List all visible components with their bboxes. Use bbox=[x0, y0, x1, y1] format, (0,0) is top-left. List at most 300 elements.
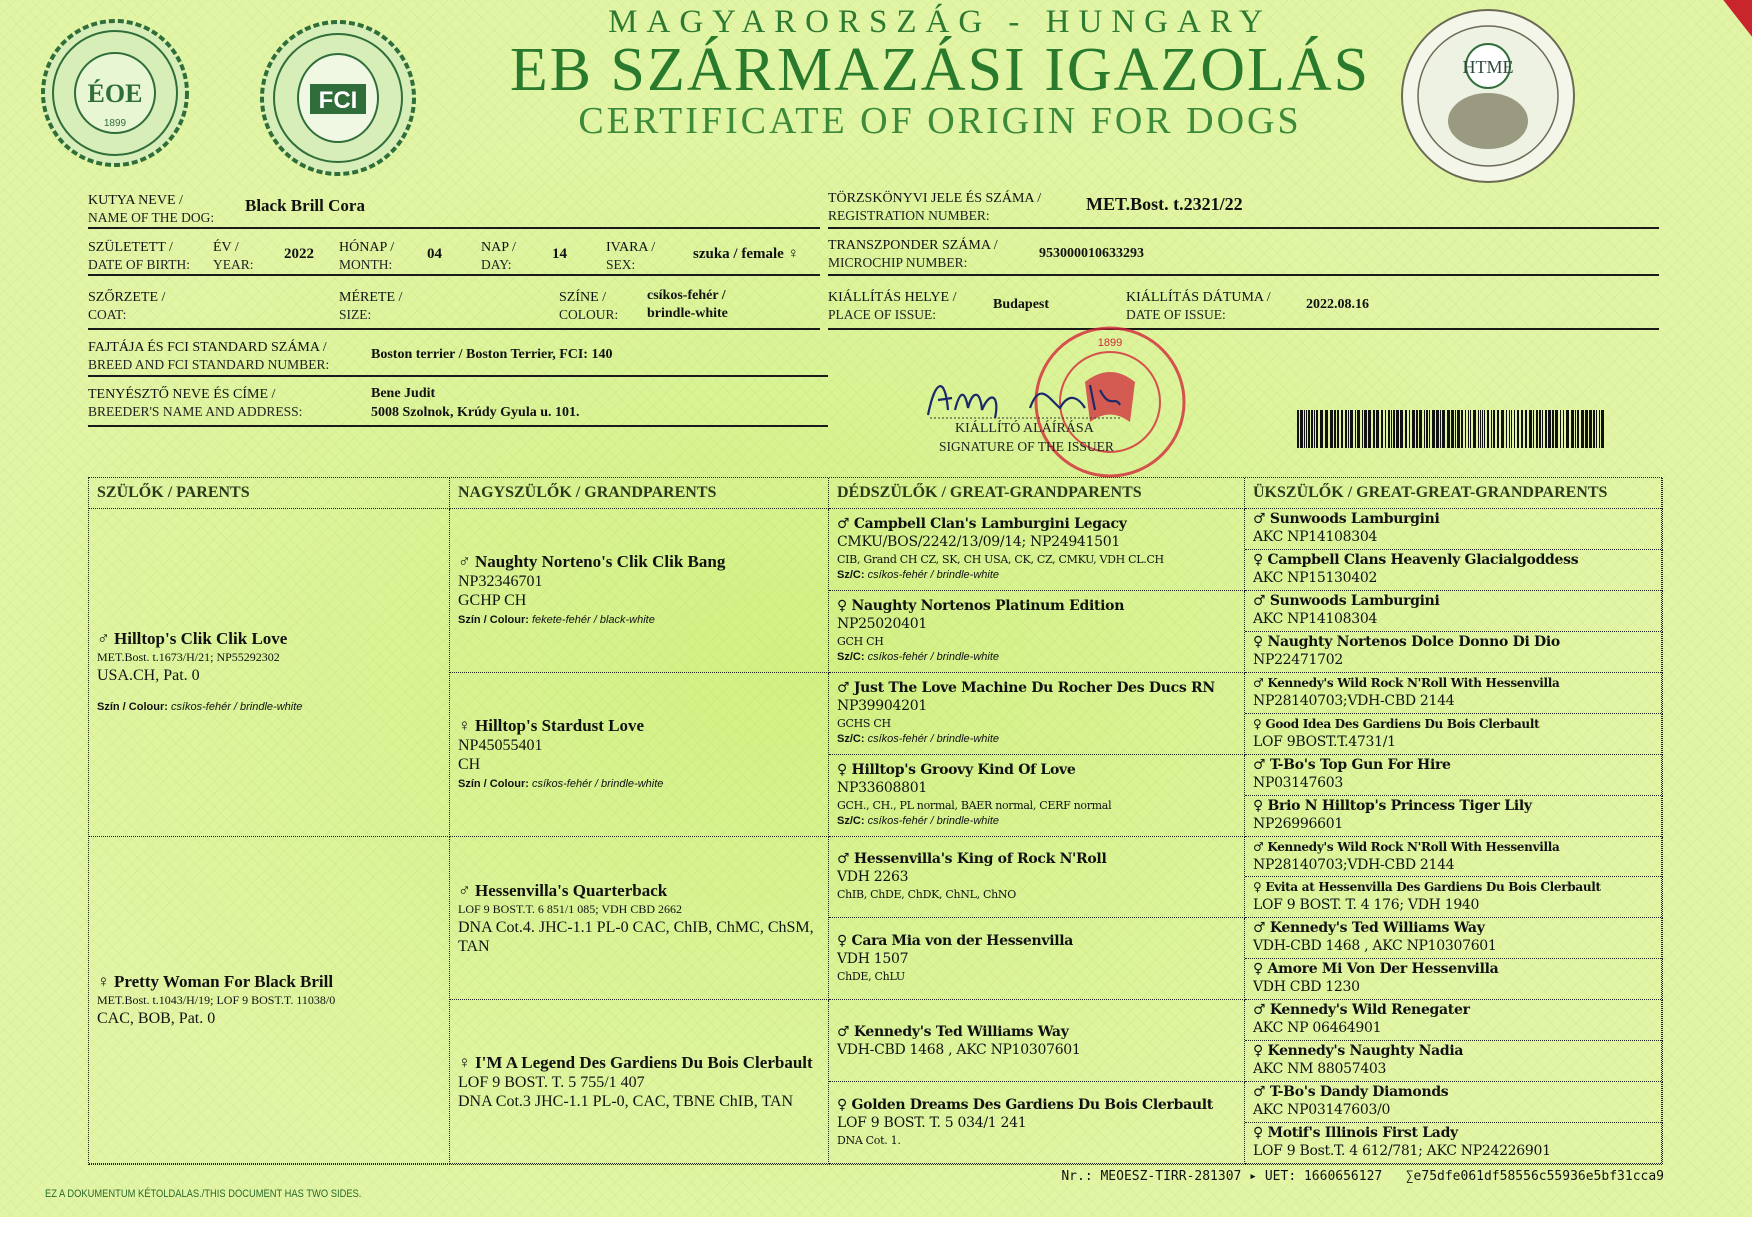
titles: DNA Cot.3 JHC-1.1 PL-0, CAC, TBNE ChIB, TAN bbox=[458, 1093, 794, 1111]
registration-number: NP25020401 bbox=[837, 616, 927, 633]
dog-name-text: Motif's Illinois First Lady bbox=[1267, 1125, 1458, 1142]
barcode-bar bbox=[1393, 410, 1395, 448]
titles: ChDE, ChLU bbox=[837, 970, 905, 984]
registration-number: NP32346701 bbox=[458, 573, 543, 591]
barcode-bar bbox=[1529, 410, 1532, 448]
dog-name-text: Kennedy's Naughty Nadia bbox=[1267, 1043, 1464, 1060]
pedigree-entry bbox=[829, 918, 1245, 1000]
dog-name bbox=[1253, 592, 1654, 610]
barcode-bar bbox=[1316, 410, 1318, 448]
female-icon: ♀ bbox=[1253, 633, 1263, 650]
barcode-bar bbox=[1311, 410, 1313, 448]
day-value: 14 bbox=[552, 246, 567, 262]
dog-name-text: Kennedy's Wild Rock N'Roll With Hessenvilla bbox=[1267, 675, 1560, 690]
dog-name-text: Kennedy's Ted Williams Way bbox=[1269, 920, 1485, 937]
registration-note: MET.Bost. t.1673/H/21; NP55292302 bbox=[97, 650, 280, 665]
registration-value: MET.Bost. t.2321/22 bbox=[1086, 194, 1243, 214]
pedigree-table bbox=[88, 477, 1662, 1165]
female-icon: ♀ bbox=[458, 716, 471, 736]
registration-number: NP45055401 bbox=[458, 737, 543, 755]
dog-name-text: Hilltop's Groovy Kind Of Love bbox=[851, 762, 1076, 779]
barcode-bar bbox=[1560, 410, 1561, 448]
registration-note: LOF 9 BOST.T. 6 851/1 085; VDH CBD 2662 bbox=[458, 901, 683, 916]
month-value: 04 bbox=[427, 246, 442, 262]
pedigree-entry bbox=[89, 509, 450, 837]
barcode-bar bbox=[1566, 410, 1569, 448]
barcode-bar bbox=[1416, 410, 1418, 448]
barcode-bar bbox=[1455, 410, 1456, 448]
barcode-bar bbox=[1478, 410, 1479, 448]
dog-name bbox=[1253, 1001, 1654, 1019]
barcode-bar bbox=[1601, 410, 1604, 448]
barcode-bar bbox=[1473, 410, 1476, 448]
dog-name bbox=[1253, 878, 1654, 896]
pedigree-entry bbox=[829, 673, 1245, 755]
pedigree-entry bbox=[450, 1000, 829, 1164]
barcode-bar bbox=[1525, 410, 1527, 448]
pedigree-entry bbox=[450, 673, 829, 837]
divider bbox=[88, 328, 820, 330]
male-icon: ♂ bbox=[458, 552, 471, 572]
dog-name-text: Naughty Nortenos Platinum Edition bbox=[851, 598, 1125, 615]
female-icon: ♀ bbox=[97, 972, 110, 992]
colour-line bbox=[837, 732, 1236, 747]
colour-value: fekete-fehér / black-white bbox=[531, 614, 655, 627]
divider bbox=[828, 274, 1659, 276]
pedigree-entry bbox=[1245, 1041, 1663, 1082]
registration-number: AKC NP15130402 bbox=[1253, 569, 1378, 586]
dog-name-text: Sunwoods Lamburgini bbox=[1269, 511, 1440, 527]
registration-number: VDH 2263 bbox=[837, 869, 909, 886]
barcode-bar bbox=[1348, 410, 1349, 448]
barcode-bar bbox=[1465, 410, 1466, 448]
pedigree-entry bbox=[1245, 1123, 1663, 1164]
divider bbox=[828, 227, 1659, 229]
dog-name bbox=[837, 932, 1236, 950]
barcode-bar bbox=[1506, 410, 1507, 448]
dog-name-text: Kennedy's Wild Rock N'Roll With Hessenvilla bbox=[1267, 839, 1560, 854]
barcode-bar bbox=[1468, 410, 1469, 448]
barcode-bar bbox=[1536, 410, 1538, 448]
dog-name bbox=[458, 551, 820, 572]
barcode-bar bbox=[1563, 410, 1564, 448]
pedigree-entry bbox=[1245, 509, 1663, 550]
dog-name bbox=[837, 679, 1236, 697]
signature-icon bbox=[920, 370, 1180, 422]
signature-label-hu: KIÁLLÍTÓ ALÁÍRÁSA bbox=[955, 421, 1094, 436]
pedigree-entry bbox=[1245, 877, 1663, 918]
birth-label: SZÜLETETT / DATE OF BIRTH: bbox=[88, 240, 190, 272]
dog-name-text: Kennedy's Ted Williams Way bbox=[853, 1023, 1069, 1040]
place-label: KIÁLLÍTÁS HELYE / PLACE OF ISSUE: bbox=[828, 290, 957, 322]
dog-name bbox=[1253, 1083, 1654, 1101]
barcode-bar bbox=[1400, 410, 1403, 448]
barcode-bar bbox=[1593, 410, 1595, 448]
barcode-bar bbox=[1442, 410, 1445, 448]
colour-value: csíkos-fehér / brindle-white bbox=[867, 733, 1000, 746]
titles: DNA Cot. 1. bbox=[837, 1134, 901, 1148]
svg-text:ÉOE: ÉOE bbox=[87, 79, 143, 108]
registration-number: NP26996601 bbox=[1253, 815, 1343, 832]
dog-name-text: Kennedy's Wild Renegater bbox=[1269, 1002, 1470, 1019]
dog-name bbox=[1253, 756, 1654, 774]
dog-name bbox=[1253, 633, 1654, 651]
titles: USA.CH, Pat. 0 bbox=[97, 667, 200, 685]
male-icon: ♂ bbox=[837, 680, 850, 697]
barcode-bar bbox=[1350, 410, 1353, 448]
barcode-bar bbox=[1429, 410, 1430, 448]
certificate-title-en: CERTIFICATE OF ORIGIN FOR DOGS bbox=[578, 100, 1302, 142]
barcode-bar bbox=[1484, 410, 1485, 448]
dog-name-text: Just The Love Machine Du Rocher Des Ducs RN bbox=[853, 680, 1215, 697]
dog-name-text: Evita at Hessenvilla Des Gardiens Du Bois Clerbault bbox=[1265, 880, 1601, 895]
pedigree-entry bbox=[829, 591, 1245, 673]
date-value: 2022.08.16 bbox=[1306, 297, 1369, 312]
male-icon: ♂ bbox=[97, 629, 110, 649]
barcode-bar bbox=[1517, 410, 1519, 448]
pedigree-entry bbox=[1245, 1000, 1663, 1041]
registration-label: TÖRZSKÖNYVI JELE ÉS SZÁMA / REGISTRATION NUMBER: bbox=[828, 191, 1042, 223]
barcode-bar bbox=[1514, 410, 1515, 448]
barcode-bar bbox=[1419, 410, 1422, 448]
registration-number: NP28140703;VDH-CBD 2144 bbox=[1253, 692, 1455, 709]
barcode-bar bbox=[1501, 410, 1504, 448]
barcode-bar bbox=[1555, 410, 1558, 448]
dog-name bbox=[458, 880, 820, 901]
female-icon: ♀ bbox=[837, 1097, 847, 1114]
titles: GCHS CH bbox=[837, 717, 891, 731]
male-icon: ♂ bbox=[1253, 1084, 1266, 1101]
barcode-bar bbox=[1300, 410, 1303, 448]
barcode-bar bbox=[1581, 410, 1584, 448]
dog-name bbox=[837, 761, 1236, 779]
dog-name bbox=[1253, 715, 1654, 733]
barcode-bar bbox=[1341, 410, 1343, 448]
pedigree-entry bbox=[1245, 591, 1663, 632]
barcode-bar bbox=[1364, 410, 1367, 448]
divider bbox=[88, 375, 828, 377]
barcode-bar bbox=[1304, 410, 1305, 448]
signature-label-en: SIGNATURE OF THE ISSUER bbox=[939, 439, 1114, 454]
dog-name-text: Cara Mia von der Hessenvilla bbox=[851, 933, 1074, 950]
registration-number: LOF 9BOST.T.4731/1 bbox=[1253, 733, 1396, 750]
sex-label: IVARA / SEX: bbox=[606, 240, 656, 272]
colour-label: Szín / Colour: bbox=[97, 701, 168, 714]
barcode-bar bbox=[1396, 410, 1399, 448]
barcode-bar bbox=[1589, 410, 1592, 448]
dog-name-text: Hessenvilla's King of Rock N'Roll bbox=[853, 851, 1107, 868]
two-sides-notice: EZ A DOKUMENTUM KÉTOLDALAS./THIS DOCUMENT HAS TWO SIDES. bbox=[45, 1188, 362, 1200]
female-icon: ♀ bbox=[1253, 1125, 1263, 1142]
barcode-bar bbox=[1412, 410, 1415, 448]
dog-name-text: Naughty Nortenos Dolce Donno Di Dio bbox=[1267, 633, 1560, 650]
barcode-bar bbox=[1447, 410, 1450, 448]
barcode-bar bbox=[1409, 410, 1410, 448]
divider bbox=[88, 274, 820, 276]
barcode-bar bbox=[1424, 410, 1425, 448]
pedigree-entry bbox=[1245, 918, 1663, 959]
colour-line bbox=[458, 612, 820, 629]
female-icon: ♀ bbox=[1253, 716, 1262, 731]
colour-label: Sz/C: bbox=[837, 569, 865, 582]
dog-name bbox=[837, 850, 1236, 868]
colour-line bbox=[837, 650, 1236, 665]
column-header: SZÜLŐK / PARENTS bbox=[89, 478, 450, 509]
pedigree-entry bbox=[1245, 673, 1663, 714]
barcode-bar bbox=[1330, 410, 1333, 448]
registration-number: NP33608801 bbox=[837, 780, 927, 797]
registration-number: AKC NP14108304 bbox=[1253, 529, 1378, 545]
pedigree-entry bbox=[1245, 837, 1663, 878]
titles: DNA Cot.4. JHC-1.1 PL-0 CAC, ChIB, ChMC, ChSM, TAN bbox=[458, 918, 814, 955]
pedigree-entry bbox=[1245, 632, 1663, 673]
barcode-bar bbox=[1325, 410, 1328, 448]
colour-label: Sz/C: bbox=[837, 815, 865, 828]
barcode-bar bbox=[1388, 410, 1390, 448]
colour-label: Sz/C: bbox=[837, 733, 865, 746]
colour-value: csíkos-fehér / brindle-white bbox=[531, 778, 664, 791]
dog-name-text: T-Bo's Dandy Diamonds bbox=[1269, 1084, 1449, 1101]
barcode-bar bbox=[1451, 410, 1454, 448]
pedigree-entry bbox=[1245, 796, 1663, 837]
colour-line bbox=[458, 776, 820, 793]
dog-name-text: Good Idea Des Gardiens Du Bois Clerbault bbox=[1265, 716, 1540, 731]
titles: GCHP CH bbox=[458, 592, 527, 610]
pedigree-entry bbox=[829, 755, 1245, 837]
male-icon: ♂ bbox=[1253, 920, 1266, 937]
barcode-bar bbox=[1373, 410, 1375, 448]
barcode-bar bbox=[1405, 410, 1407, 448]
pedigree-entry bbox=[89, 837, 450, 1165]
barcode-bar bbox=[1457, 410, 1460, 448]
barcode-bar bbox=[1575, 410, 1576, 448]
female-icon: ♀ bbox=[837, 762, 847, 779]
male-icon: ♂ bbox=[1253, 511, 1266, 527]
barcode-bar bbox=[1521, 410, 1523, 448]
pedigree-entry bbox=[829, 1082, 1245, 1164]
column-header: NAGYSZÜLŐK / GRANDPARENTS bbox=[450, 478, 829, 509]
dog-name bbox=[97, 628, 441, 649]
dog-name bbox=[458, 715, 820, 736]
barcode-bar bbox=[1308, 410, 1310, 448]
pedigree-entry bbox=[1245, 550, 1663, 591]
barcode-bar bbox=[1461, 410, 1463, 448]
male-icon: ♂ bbox=[837, 1023, 850, 1040]
day-label: NAP / DAY: bbox=[481, 240, 516, 272]
svg-text:FCI: FCI bbox=[318, 87, 358, 114]
coat-label: SZŐRZETE / COAT: bbox=[88, 290, 166, 322]
registration-number: CMKU/BOS/2242/13/09/14; NP24941501 bbox=[837, 534, 1120, 551]
pedigree-entry bbox=[450, 837, 829, 1001]
registration-number: VDH 1507 bbox=[837, 951, 909, 968]
registration-number: LOF 9 Bost.T. 4 612/781; AKC NP24226901 bbox=[1253, 1143, 1551, 1160]
breed-label: FAJTÁJA ÉS FCI STANDARD SZÁMA / BREED AND FCI STANDARD NUMBER: bbox=[88, 340, 330, 372]
barcode-bar bbox=[1493, 410, 1495, 448]
dog-name bbox=[837, 1096, 1236, 1114]
barcode-bar bbox=[1491, 410, 1492, 448]
titles: GCH., CH., PL normal, BAER normal, CERF normal bbox=[837, 799, 1112, 813]
pedigree-entry bbox=[829, 1000, 1245, 1082]
pedigree-entry bbox=[1245, 1082, 1663, 1123]
colour-value: csíkos-fehér / brindle-white bbox=[170, 701, 303, 714]
colour-label: SZÍNE / COLOUR: bbox=[559, 290, 619, 322]
colour-value: csíkos-fehér / brindle-white bbox=[647, 288, 728, 321]
size-label: MÉRETE / SIZE: bbox=[339, 290, 403, 322]
male-icon: ♂ bbox=[837, 851, 850, 868]
barcode-bar bbox=[1362, 410, 1363, 448]
registration-number: VDH-CBD 1468 , AKC NP10307601 bbox=[837, 1041, 1081, 1058]
country-title: MAGYARORSZÁG - HUNGARY bbox=[608, 4, 1272, 40]
male-icon: ♂ bbox=[1253, 1002, 1266, 1019]
barcode-bar bbox=[1487, 410, 1489, 448]
barcode-bar bbox=[1436, 410, 1439, 448]
registration-number: AKC NP03147603/0 bbox=[1253, 1102, 1391, 1119]
colour-line bbox=[837, 568, 1236, 583]
female-icon: ♀ bbox=[837, 598, 847, 615]
barcode-bar bbox=[1432, 410, 1435, 448]
pedigree-entry bbox=[450, 509, 829, 673]
barcode-bar bbox=[1599, 410, 1600, 448]
titles: GCH CH bbox=[837, 635, 884, 649]
dog-name-text: Hilltop's Stardust Love bbox=[475, 716, 645, 736]
barcode-bar bbox=[1497, 410, 1499, 448]
female-icon: ♀ bbox=[837, 933, 847, 950]
dog-name bbox=[1253, 1042, 1654, 1060]
male-icon: ♂ bbox=[1253, 592, 1266, 609]
year-value: 2022 bbox=[284, 246, 314, 262]
dog-name bbox=[837, 597, 1236, 615]
barcode-bar bbox=[1571, 410, 1574, 448]
dog-name bbox=[1253, 1124, 1654, 1142]
titles: CH bbox=[458, 756, 481, 774]
barcode-bar bbox=[1337, 410, 1339, 448]
barcode-bar bbox=[1509, 410, 1510, 448]
barcode-bar bbox=[1577, 410, 1579, 448]
colour-value: csíkos-fehér / brindle-white bbox=[867, 651, 1000, 664]
registration-number: AKC NP14108304 bbox=[1253, 610, 1378, 627]
microchip-value: 953000010633293 bbox=[1039, 246, 1144, 261]
dog-name bbox=[1253, 674, 1654, 692]
barcode-bar bbox=[1552, 410, 1554, 448]
female-icon: ♀ bbox=[1253, 961, 1263, 978]
barcode-bar bbox=[1596, 410, 1597, 448]
barcode-bar bbox=[1357, 410, 1360, 448]
date-label: KIÁLLÍTÁS DÁTUMA / DATE OF ISSUE: bbox=[1126, 290, 1271, 322]
female-icon: ♀ bbox=[1253, 551, 1263, 568]
svg-text:HTME: HTME bbox=[1462, 57, 1514, 77]
colour-line bbox=[837, 814, 1236, 829]
colour-value: csíkos-fehér / brindle-white bbox=[867, 815, 1000, 828]
male-icon: ♂ bbox=[837, 516, 850, 533]
barcode-bar bbox=[1391, 410, 1392, 448]
colour-value: csíkos-fehér / brindle-white bbox=[867, 569, 1000, 582]
barcode-bar bbox=[1539, 410, 1541, 448]
registration-number: VDH CBD 1230 bbox=[1253, 979, 1360, 996]
titles: CAC, BOB, Pat. 0 bbox=[97, 1010, 216, 1028]
column-header: DÉDSZÜLŐK / GREAT-GRANDPARENTS bbox=[829, 478, 1245, 509]
year-label: ÉV / YEAR: bbox=[213, 240, 254, 272]
female-icon: ♀ bbox=[1253, 797, 1263, 814]
barcode-bar bbox=[1470, 410, 1471, 448]
barcode-bar bbox=[1440, 410, 1441, 448]
divider bbox=[88, 425, 828, 427]
pedigree-entry bbox=[1245, 714, 1663, 755]
dog-name bbox=[1253, 551, 1654, 569]
barcode-bar bbox=[1585, 410, 1588, 448]
dog-name bbox=[837, 1023, 1236, 1041]
dog-name bbox=[1253, 797, 1654, 815]
dog-name bbox=[1253, 510, 1654, 528]
svg-text:1899: 1899 bbox=[103, 118, 127, 129]
male-icon: ♂ bbox=[1253, 839, 1264, 854]
column-header: ÜKSZÜLŐK / GREAT-GREAT-GRANDPARENTS bbox=[1245, 478, 1663, 509]
registration-number: AKC NP 06464901 bbox=[1253, 1020, 1382, 1037]
dog-name bbox=[1253, 838, 1654, 856]
breeder-value: Bene Judit 5008 Szolnok, Krúdy Gyula u. 101. bbox=[371, 386, 580, 420]
pedigree-entry bbox=[1245, 755, 1663, 796]
barcode-bar bbox=[1482, 410, 1483, 448]
barcode-bar bbox=[1355, 410, 1356, 448]
barcode-bar bbox=[1385, 410, 1386, 448]
colour-line bbox=[97, 699, 441, 716]
divider bbox=[828, 328, 1659, 330]
barcode-bar bbox=[1480, 410, 1481, 448]
registration-number: NP03147603 bbox=[1253, 774, 1343, 791]
barcode-bar bbox=[1548, 410, 1551, 448]
male-icon: ♂ bbox=[458, 880, 471, 900]
dog-name-text: Campbell Clans Heavenly Glacialgoddess bbox=[1267, 551, 1579, 568]
certificate-title-hu: EB SZÁRMAZÁSI IGAZOLÁS bbox=[509, 36, 1371, 104]
registration-number: VDH-CBD 1468 , AKC NP10307601 bbox=[1253, 938, 1497, 955]
registration-number: LOF 9 BOST. T. 5 755/1 407 bbox=[458, 1074, 645, 1092]
colour-label: Szín / Colour: bbox=[458, 778, 529, 791]
sex-value: szuka / female ♀ bbox=[693, 246, 799, 262]
barcode-bar bbox=[1426, 410, 1428, 448]
barcode-bar bbox=[1345, 410, 1347, 448]
dog-name bbox=[837, 515, 1236, 533]
dog-name-text: Amore Mi Von Der Hessenvilla bbox=[1267, 961, 1499, 978]
dog-name bbox=[458, 1052, 820, 1073]
dog-name-text: Pretty Woman For Black Brill bbox=[114, 972, 334, 992]
dog-name bbox=[97, 971, 441, 992]
barcode-bar bbox=[1320, 410, 1323, 448]
barcode-bar bbox=[1306, 410, 1307, 448]
dog-name-text: I'M A Legend Des Gardiens Du Bois Clerbault bbox=[475, 1053, 813, 1073]
barcode-bar bbox=[1545, 410, 1547, 448]
registration-number: LOF 9 BOST. T. 5 034/1 241 bbox=[837, 1115, 1027, 1132]
dog-name bbox=[1253, 919, 1654, 937]
document-id: Nr.: MEOESZ-TIRR-281307 ▸ UET: 1660656127 ∑e75dfe061df58556c55936e5bf31cca9 bbox=[1061, 1169, 1664, 1184]
breed-value: Boston terrier / Boston Terrier, FCI: 140 bbox=[371, 347, 613, 362]
barcode-bar bbox=[1314, 410, 1315, 448]
barcode bbox=[1297, 410, 1609, 448]
pedigree-entry bbox=[829, 837, 1245, 919]
male-icon: ♂ bbox=[1253, 756, 1266, 773]
barcode-bar bbox=[1376, 410, 1379, 448]
dog-name-text: Brio N Hilltop's Princess Tiger Lily bbox=[1267, 797, 1532, 814]
registration-number: NP28140703;VDH-CBD 2144 bbox=[1253, 856, 1455, 873]
dog-name-text: Golden Dreams Des Gardiens Du Bois Clerbault bbox=[851, 1097, 1213, 1114]
barcode-bar bbox=[1533, 410, 1534, 448]
male-icon: ♂ bbox=[1253, 675, 1264, 690]
colour-label: Sz/C: bbox=[837, 651, 865, 664]
dog-name-value: Black Brill Cora bbox=[245, 196, 365, 215]
barcode-bar bbox=[1368, 410, 1371, 448]
dog-name-text: Naughty Norteno's Clik Clik Bang bbox=[475, 552, 726, 572]
dog-name-label: KUTYA NEVE / NAME OF THE DOG: bbox=[88, 193, 215, 225]
month-label: HÓNAP / MONTH: bbox=[339, 240, 395, 272]
barcode-bar bbox=[1511, 410, 1512, 448]
